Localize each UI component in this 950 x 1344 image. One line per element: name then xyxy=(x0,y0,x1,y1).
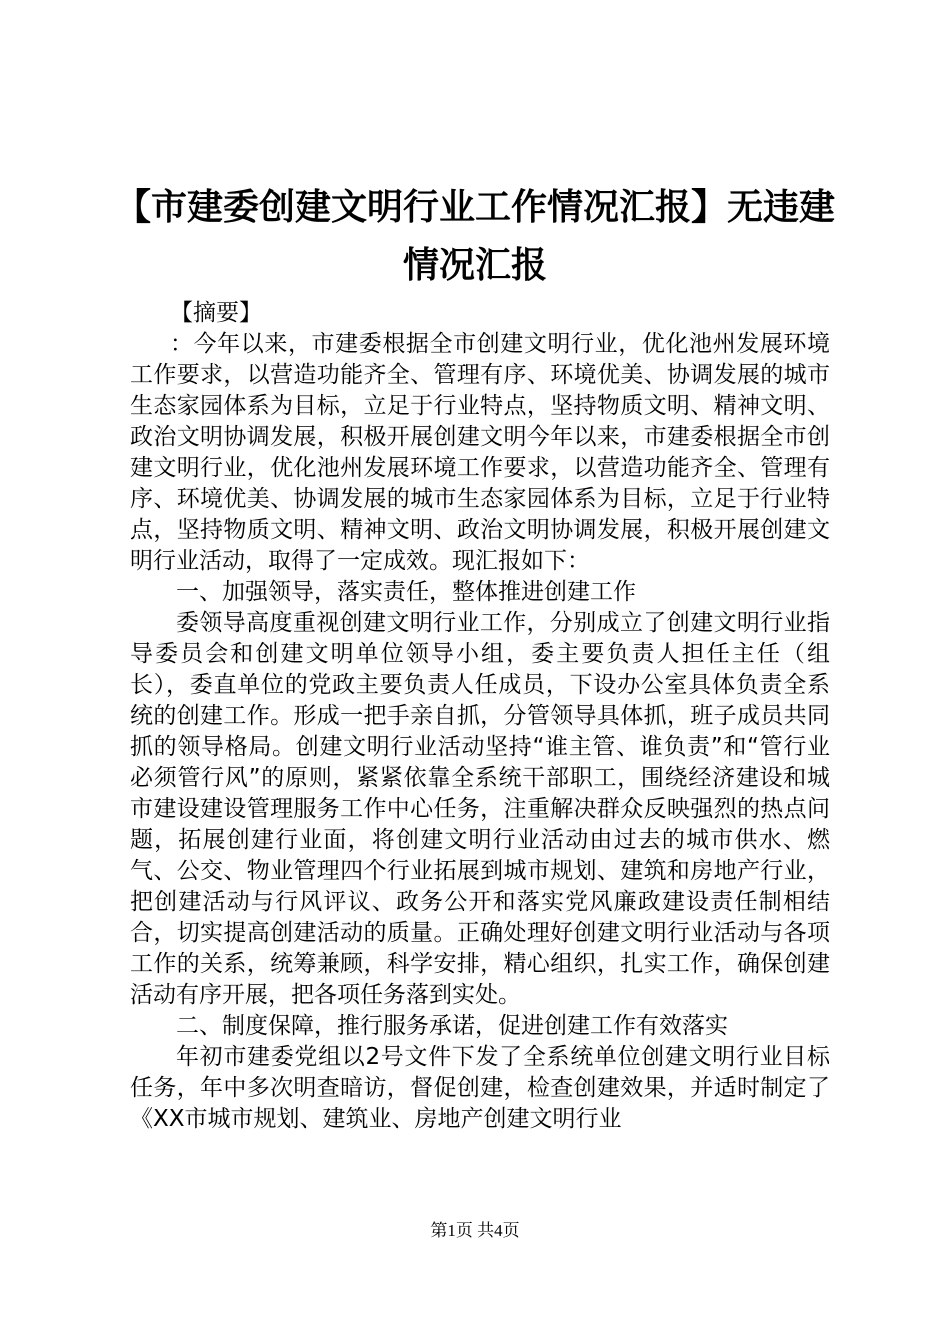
document-body xyxy=(130,298,830,1135)
page-footer: 第1页 共4页 xyxy=(430,1221,520,1240)
paragraph-abstract: ：今年以来，市建委根据全市创建文明行业，优化池州发展环境工作要求，以营造功能齐全、管理有序、环境优美、协调发展的城市生态家园体系为目标，立足于行业特点，坚持物质文明、精神文明、政治文明协调发展，积极开展创建文明今年以来，市建委根据全市创建文明行业，优化池州发展环境工作要求，以营造功能齐全、管理有序、环境优美、协调发展的城市生态家园体系为目标，立足于行业特点，坚持物质文明、精神文明、政治文明协调发展，积极开展创建文明行业活动，取得了一定成效。现汇报如下： xyxy=(130,331,830,574)
paragraph-section-2: 年初市建委党组以2号文件下发了全系统单位创建文明行业目标任务，年中多次明查暗访，督促创建，检查创建效果，并适时制定了《XX市城市规划、建筑业、房地产创建文明行业 xyxy=(130,1044,830,1132)
document-title xyxy=(110,178,840,294)
title-line-2: 情况汇报 xyxy=(402,244,547,286)
section-heading-1: 一、加强领导，落实责任，整体推进创建工作 xyxy=(176,579,636,605)
section-heading-2: 二、制度保障，推行服务承诺，促进创建工作有效落实 xyxy=(176,1013,728,1039)
title-line-1: 【市建委创建文明行业工作情况汇报】无违建 xyxy=(114,186,835,228)
paragraph-section-1: 委领导高度重视创建文明行业工作，分别成立了创建文明行业指导委员会和创建文明单位领导小组，委主要负责人担任主任（组长），委直单位的党政主要负责人任成员，下设办公室具体负责全系统的创建工作。形成一把手亲自抓，分管领导具体抓，班子成员共同抓的领导格局。创建文明行业活动坚持“谁主管、谁负责”和“管行业必须管行风”的原则，紧紧依靠全系统干部职工，围绕经济建设和城市建设建设管理服务工作中心任务，注重解决群众反映强烈的热点问题，拓展创建行业面，将创建文明行业活动由过去的城市供水、燃气、公交、物业管理四个行业拓展到城市规划、建筑和房地产行业，把创建活动与行风评议、政务公开和落实党风廉政建设责任制相结合，切实提高创建活动的质量。正确处理好创建文明行业活动与各项工作的关系，统筹兼顾，科学安排，精心组织，扎实工作，确保创建活动有序开展，把各项任务落到实处。 xyxy=(130,610,830,1008)
abstract-label: 【摘要】 xyxy=(170,300,262,326)
